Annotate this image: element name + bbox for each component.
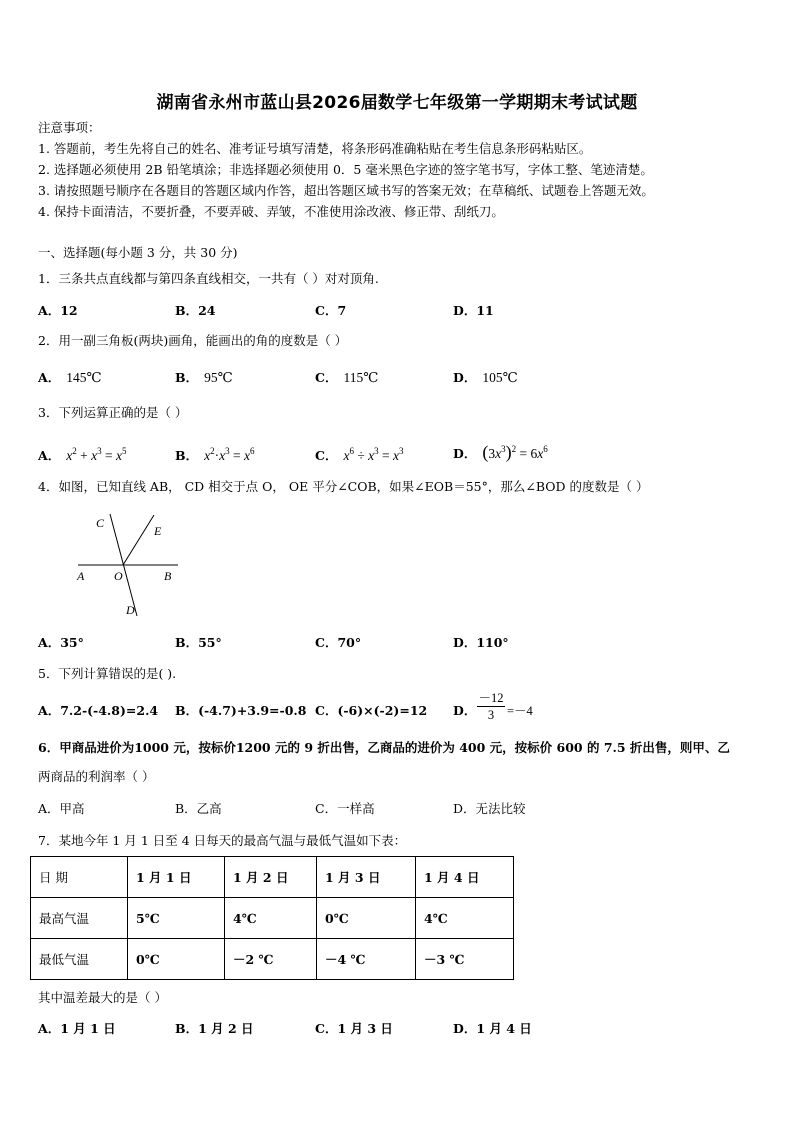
q5-fraction-numerator: －12 <box>478 691 504 705</box>
table-cell: 最高气温 <box>31 898 128 939</box>
notice-4: 4. 保持卡面清洁，不要折叠，不要弄破、弄皱，不准使用涂改液、修正带、刮纸刀。 <box>38 204 504 219</box>
table-header-row <box>31 857 514 898</box>
q1-option-c: C．7 <box>315 303 347 318</box>
q2-option-d: D． 105℃ <box>453 370 518 385</box>
q4-option-c: C．70° <box>315 635 362 650</box>
q5-option-b: B．(-4.7)+3.9=-0.8 <box>175 703 307 718</box>
q6-option-b: B．乙高 <box>175 801 222 816</box>
q7-option-d: D．1 月 4 日 <box>453 1021 532 1036</box>
label-o: O <box>114 569 123 583</box>
table-header-cell: 1 月 3 日 <box>317 857 416 898</box>
label-d: D <box>126 603 135 617</box>
q7-option-b: B．1 月 2 日 <box>175 1021 254 1036</box>
q2-option-c: C． 115℃ <box>315 370 379 385</box>
q5-option-a: A．7.2-(-4.8)=2.4 <box>38 703 159 718</box>
q5-option-c: C．(-6)×(-2)=12 <box>315 703 428 718</box>
exam-title: 湖南省永州市蓝山县2026届数学七年级第一学期期末考试试题 <box>156 93 638 113</box>
q3-option-a: A． $x^2 + x^3 = x^5$ <box>38 446 127 463</box>
q3-stem: 3．下列运算正确的是（ ） <box>38 405 188 420</box>
q5-option-d-result: =－4 <box>507 704 533 718</box>
section-heading: 一、选择题(每小题 3 分，共 30 分) <box>38 245 238 260</box>
q4-stem: 4．如图，已知直线 AB， CD 相交于点 O， OE 平分∠COB，如果∠EOB＝55°，那么∠BOD 的度数是（ ） <box>38 479 649 494</box>
q6-option-c: C．一样高 <box>315 801 375 816</box>
temperature-table <box>30 856 514 980</box>
notice-1: 1. 答题前，考生先将自己的姓名、准考证号填写清楚，将条形码准确粘贴在考生信息条形码粘贴区。 <box>38 141 592 156</box>
notice-heading: 注意事项： <box>38 120 101 135</box>
q1-stem: 1．三条共点直线都与第四条直线相交，一共有（ ）对对顶角. <box>38 271 379 286</box>
label-e: E <box>154 524 162 538</box>
label-c: C <box>96 516 105 530</box>
q4-option-b: B．55° <box>175 635 222 650</box>
q1-option-b: B．24 <box>175 303 216 318</box>
table-header-cell: 1 月 1 日 <box>128 857 225 898</box>
table-cell: 最低气温 <box>31 939 128 980</box>
q7-stem: 7．某地今年 1 月 1 日至 4 日每天的最高气温与最低气温如下表： <box>38 833 407 848</box>
table-cell: －2 ℃ <box>225 939 317 980</box>
q5-fraction <box>477 690 505 723</box>
q3-option-b: B． $x^2\cdot x^3 = x^6$ <box>175 446 255 463</box>
q7-question: 其中温差最大的是（ ） <box>38 990 167 1005</box>
q3-option-c: C． $x^6 \div x^3 = x^3$ <box>315 446 404 463</box>
q7-option-a: A．1 月 1 日 <box>38 1021 116 1036</box>
q6-stem-line2: 两商品的利润率（ ） <box>38 769 155 784</box>
q7-option-c: C．1 月 3 日 <box>315 1021 393 1036</box>
table-cell: 4℃ <box>225 898 317 939</box>
label-b: B <box>164 569 172 583</box>
q2-option-b: B． 95℃ <box>175 370 233 385</box>
label-a: A <box>77 569 85 583</box>
table-cell: －3 ℃ <box>416 939 514 980</box>
q1-option-a: A．12 <box>38 303 78 318</box>
table-row <box>31 939 514 980</box>
q5-fraction-denominator: 3 <box>487 708 495 722</box>
q2-stem: 2．用一副三角板(两块)画角，能画出的角的度数是（ ） <box>38 333 348 348</box>
table-cell: －4 ℃ <box>317 939 416 980</box>
q3-option-d: D． $(3x^3)^2 = 6x^6$ <box>453 442 548 462</box>
table-cell: 0℃ <box>317 898 416 939</box>
q6-stem-line1: 6．甲商品进价为1000 元，按标价1200 元的 9 折出售，乙商品的进价为 400 元，按标价 600 的 7.5 折出售，则甲、乙 <box>38 740 730 755</box>
q6-option-a: A．甲高 <box>38 801 85 816</box>
q4-geometry-figure <box>70 512 190 620</box>
notice-2: 2. 选择题必须使用 2B 铅笔填涂；非选择题必须使用 0．5 毫米黑色字迹的签字笔书写，字体工整、笔迹清楚。 <box>38 162 653 177</box>
table-header-cell: 1 月 2 日 <box>225 857 317 898</box>
q5-option-d: D． <box>453 703 477 718</box>
table-cell: 5℃ <box>128 898 225 939</box>
q5-stem: 5．下列计算错误的是( ). <box>38 666 177 681</box>
notice-3: 3. 请按照题号顺序在各题目的答题区域内作答，超出答题区域书写的答案无效；在草稿纸、试题卷上答题无效。 <box>38 183 654 198</box>
table-header-cell: 日 期 <box>31 857 128 898</box>
table-row <box>31 898 514 939</box>
q6-option-d: D．无法比较 <box>453 801 526 816</box>
q1-option-d: D．11 <box>453 303 494 318</box>
table-cell: 4℃ <box>416 898 514 939</box>
q4-option-d: D．110° <box>453 635 509 650</box>
table-cell: 0℃ <box>128 939 225 980</box>
q4-option-a: A．35° <box>38 635 84 650</box>
q2-option-a: A． 145℃ <box>38 370 102 385</box>
table-header-cell: 1 月 4 日 <box>416 857 514 898</box>
ray-oe <box>123 515 154 565</box>
